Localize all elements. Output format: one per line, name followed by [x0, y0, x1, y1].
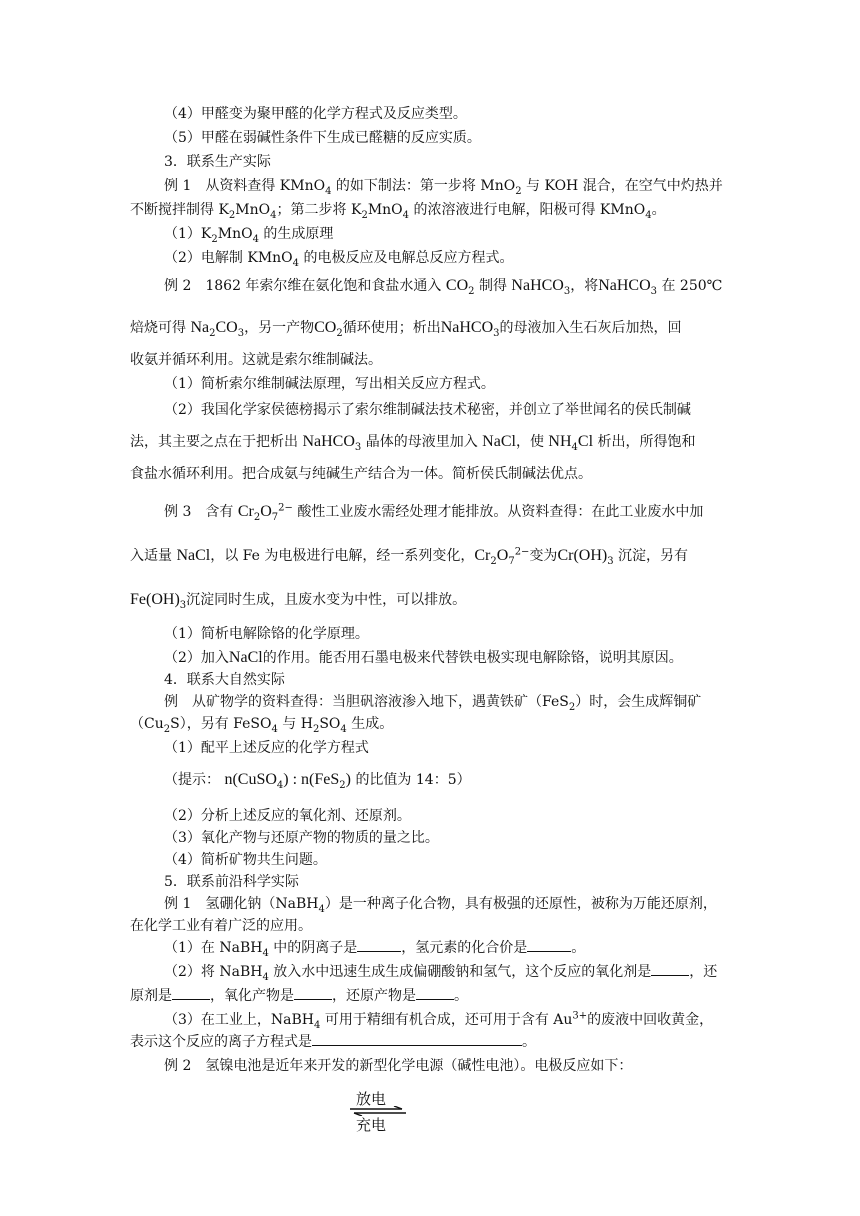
text-line: （4）甲醛变为聚甲醛的化学方程式及反应类型。 — [164, 106, 467, 122]
question-line: （4）简析矿物共生问题。 — [164, 852, 327, 868]
question-line: （1）简析电解除铬的化学原理。 — [164, 626, 369, 642]
answer-blank[interactable] — [294, 987, 332, 1000]
answer-blank[interactable] — [416, 987, 454, 1000]
section-heading: 3．联系生产实际 — [164, 154, 271, 170]
example-line: 入适量 NaCl，以 Fe 为电极进行电解，经一系列变化，$Cr_2O_7^{2-}$变为$Cr(OH)_3$ 沉淀，另有 — [130, 546, 689, 567]
charge-label: 充电 — [356, 1116, 387, 1134]
example-line: 例 2 氢镍电池是近年来开发的新型化学电源（碱性电池）。电极反应如下： — [164, 1058, 633, 1074]
question-line: （2）加入NaCl的作用。能否用石墨电极来代替铁电极实现电解除铬，说明其原因。 — [164, 649, 683, 666]
question-line: （3）在工业上，NaBH$_4$ 可用于精细有机合成，还可用于含有 $Au^{3+}$的废液中回收黄金， — [164, 1010, 714, 1031]
hint-line: （提示： n(CuSO$_4$) : n(FeS$_2$) 的比值为 14：5） — [164, 771, 471, 791]
answer-blank[interactable] — [172, 987, 210, 1000]
example-line: 例 2 1862 年索尔维在氨化饱和食盐水通入 $CO_2$ 制得 NaHCO$_3$，将NaHCO$_3$ 在 250℃ — [164, 277, 723, 297]
example-line: 例 从矿物学的资料查得：当胆矾溶液渗入地下，遇黄铁矿（FeS$_2$）时，会生成辉铜矿 — [164, 694, 702, 713]
answer-blank[interactable] — [357, 939, 401, 952]
section-heading: 4．联系大自然实际 — [164, 672, 285, 688]
answer-blank[interactable] — [527, 939, 571, 952]
question-line: 原剂是 ，氧化产物是 ，还原产物是 。 — [130, 988, 468, 1004]
question-line: 法，其主要之点在于把析出 NaHCO$_3$ 晶体的母液里加入 NaCl，使 $NH_4Cl$ 析出，所得饱和 — [130, 433, 696, 453]
example-line: 焙烧可得 $Na_2CO_3$，另一产物$CO_2$循环使用；析出NaHCO$_3$的母液加入生石灰后加热，回 — [130, 319, 682, 339]
question-line: （1）在 NaBH$_4$ 中的阴离子是 ，氢元素的化合价是 。 — [164, 940, 586, 959]
reversible-arrow — [348, 1088, 408, 1136]
question-line: （3）氧化产物与还原产物的物质的量之比。 — [164, 830, 439, 846]
example-line: $Fe(OH)_3$沉淀同时生成，且废水变为中性，可以排放。 — [130, 591, 467, 611]
answer-blank[interactable] — [312, 1033, 522, 1046]
question-line: 食盐水循环利用。把合成氨与纯碱生产结合为一体。简析侯氏制碱法优点。 — [130, 466, 592, 482]
question-line: （2）我国化学家侯德榜揭示了索尔维制碱法技术秘密，并创立了举世闻名的侯氏制碱 — [164, 402, 691, 418]
question-line: （2）分析上述反应的氧化剂、还原剂。 — [164, 808, 411, 824]
example-line: 在化学工业有着广泛的应用。 — [130, 918, 312, 934]
question-line: （1）简析索尔维制碱法原理，写出相关反应方程式。 — [164, 376, 495, 392]
question-line: （2）电解制 KMnO$_4$ 的电极反应及电解总反应方程式。 — [164, 250, 514, 269]
question-line: $(1)K_2MnO_4$ 的生成原理 — [164, 226, 334, 245]
example-line: 收氨并循环利用。这就是索尔维制碱法。 — [130, 352, 382, 368]
example-line: 例 1 从资料查得 KMnO$_4$ 的如下制法：第一步将 MnO$_2$ 与 KOH 混合，在空气中灼热并 — [164, 178, 723, 197]
example-line: 不断搅拌制得 $K_2MnO_4$；第二步将 $K_2MnO_4$ 的浓溶液进行电解，阳极可得 KMnO$_4$。 — [130, 202, 666, 221]
question-line: （2）将 NaBH$_4$ 放入水中迅速生成生成偏硼酸钠和氢气，这个反应的氧化剂是 ，还 — [164, 964, 718, 983]
example-line: 例 3 含有 $Cr_2O_7^{2-}$ 酸性工业废水需经处理才能排放。从资料查得：在此工业废水中加 — [164, 502, 704, 523]
example-line: 例 1 氢硼化钠（NaBH$_4$）是一种离子化合物，具有极强的还原性，被称为万能还原剂， — [164, 896, 717, 915]
example-line: $(Cu_2S)$，另有 FeSO$_4$ 与 $H_2SO_4$ 生成。 — [130, 716, 394, 735]
section-heading: 5．联系前沿科学实际 — [164, 874, 299, 890]
discharge-label: 放电 — [356, 1090, 387, 1108]
question-line: 表示这个反应的离子方程式是 。 — [130, 1034, 536, 1050]
answer-blank[interactable] — [651, 963, 689, 976]
question-line: （1）配平上述反应的化学方程式 — [164, 740, 369, 756]
text-line: （5）甲醛在弱碱性条件下生成已醛糖的反应实质。 — [164, 130, 481, 146]
